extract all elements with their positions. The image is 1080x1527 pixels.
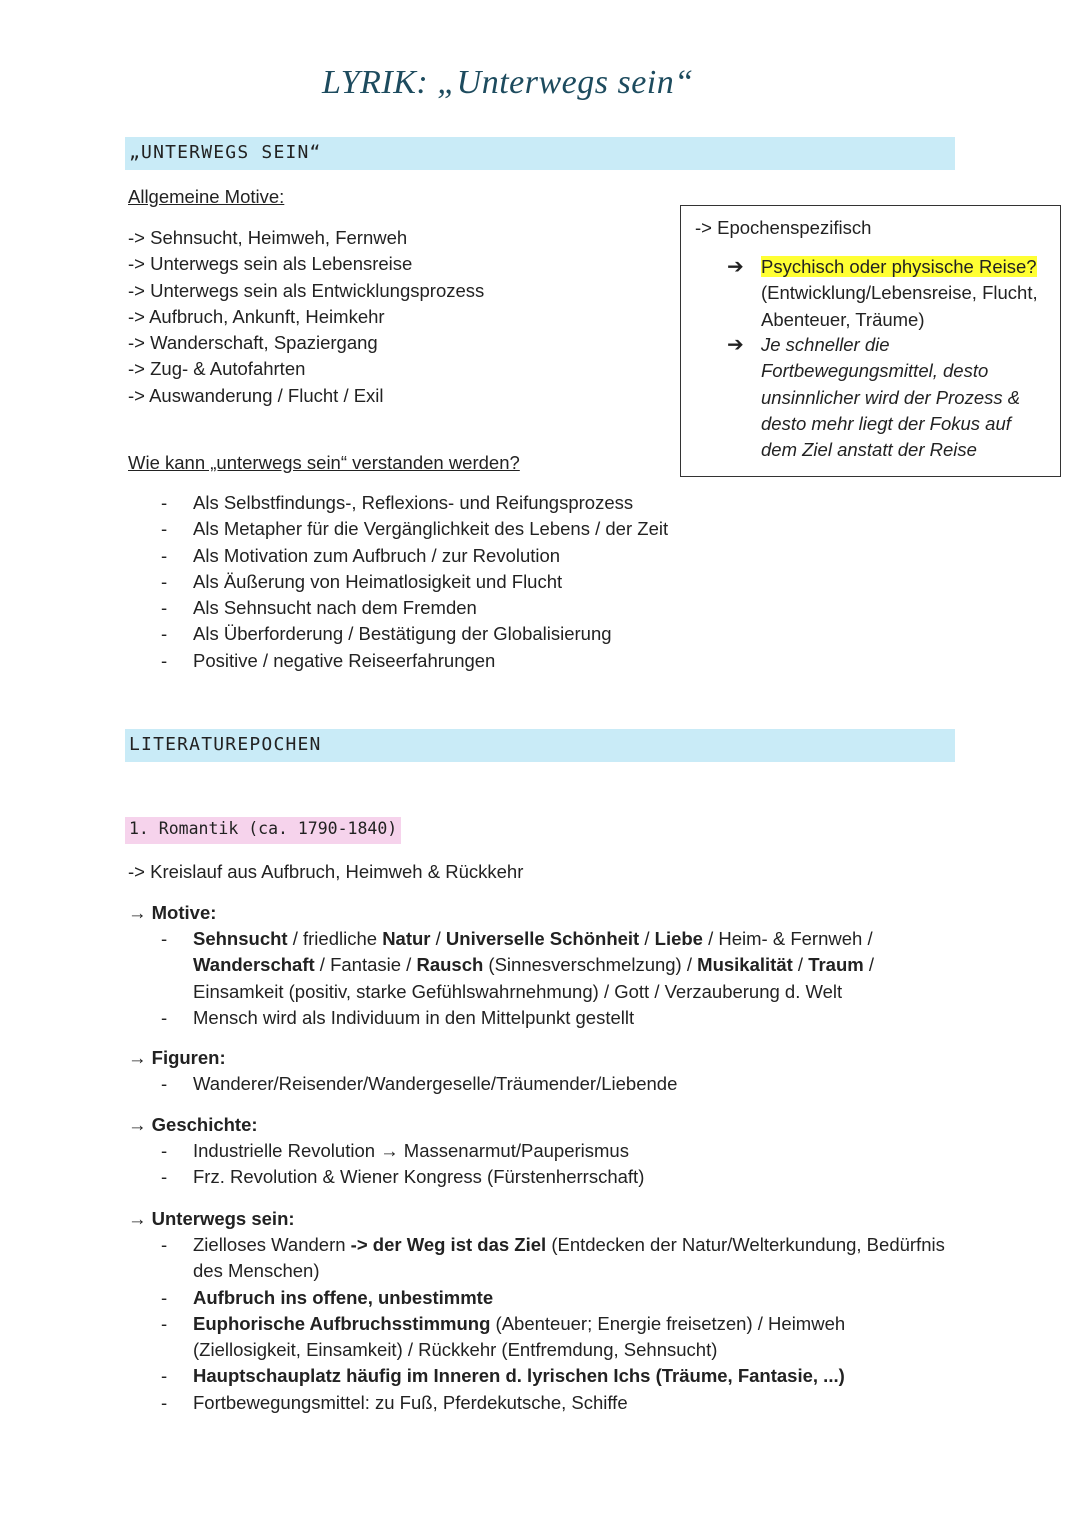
box-item: [727, 332, 1047, 463]
box-item-text: Je schneller die Fortbewegungsmittel, desto unsinnlicher wird der Prozess & desto mehr liegt der Fokus auf dem Ziel anstatt der Reise: [761, 334, 1021, 461]
figures-list: [128, 1071, 677, 1097]
list-item: - Als Sehnsucht nach dem Fremden: [128, 595, 668, 621]
list-item: - Hauptschauplatz häufig im Inneren d. lyrischen Ichs (Träume, Fantasie, ...): [128, 1363, 948, 1389]
box-heading: -> Epochenspezifisch: [695, 217, 872, 238]
question-label: Wie kann „unterwegs sein“ verstanden werden?: [128, 452, 520, 473]
travel-list: [128, 1232, 948, 1416]
list-item: - Als Selbstfindungs-, Reflexions- und Reifungsprozess: [128, 490, 668, 516]
motive-item: -> Zug- & Autofahrten: [128, 358, 306, 380]
history-heading: → Geschichte:: [128, 1114, 258, 1135]
list-item: - Industrielle Revolution → Massenarmut/Pauperismus: [128, 1138, 644, 1164]
list-item: - Sehnsucht / friedliche Natur / Universelle Schönheit / Liebe / Heim- & Fernweh / Wanderschaft / Fantasie / Rausch (Sinnesverschmelzung) / Musikalität / Traum / Einsamkeit (positiv, starke Gefühlswahrnehmung) / Gott / Verzauberung d. Welt: [128, 926, 874, 1005]
list-item: - Fortbewegungsmittel: zu Fuß, Pferdekutsche, Schiffe: [128, 1390, 948, 1416]
list-item: - Wanderer/Reisender/Wandergeselle/Träumender/Liebende: [128, 1071, 677, 1097]
interpretation-list: [128, 490, 668, 674]
section-heading-text: „UNTERWEGS SEIN“: [129, 142, 322, 163]
arrow-right-icon: ➔: [727, 334, 744, 356]
cycle-text: -> Kreislauf aus Aufbruch, Heimweh & Rückkehr: [128, 861, 524, 882]
list-item: - Euphorische Aufbruchsstimmung (Abenteuer; Energie freisetzen) / Heimweh (Ziellosigkeit, Einsamkeit) / Rückkehr (Entfremdung, Sehnsucht): [128, 1311, 888, 1364]
list-item: - Positive / negative Reiseerfahrungen: [128, 648, 668, 674]
box-item-detail: (Entwicklung/Lebensreise, Flucht, Abenteuer, Träume): [761, 282, 1038, 330]
motive-item: -> Aufbruch, Ankunft, Heimkehr: [128, 305, 385, 327]
highlighted-question: Psychisch oder physische Reise?: [761, 256, 1037, 277]
motive-heading: → Motive:: [128, 902, 217, 923]
list-item: - Als Motivation zum Aufbruch / zur Revolution: [128, 543, 668, 569]
epoch-specific-box: [680, 205, 1061, 477]
motive-item: -> Auswanderung / Flucht / Exil: [128, 384, 384, 406]
section-heading-text: LITERATUREPOCHEN: [129, 734, 322, 755]
list-item: - Als Äußerung von Heimatlosigkeit und Flucht: [128, 569, 668, 595]
list-item: - Frz. Revolution & Wiener Kongress (Fürstenherrschaft): [128, 1164, 644, 1190]
motive-details-list: [128, 926, 874, 1031]
figures-heading: → Figuren:: [128, 1047, 226, 1068]
section-heading-epochs: [125, 729, 955, 762]
motive-item: -> Wanderschaft, Spaziergang: [128, 332, 378, 354]
motive-item: -> Unterwegs sein als Entwicklungsprozess: [128, 279, 485, 301]
box-item: [727, 254, 1047, 333]
motive-item: -> Unterwegs sein als Lebensreise: [128, 253, 413, 275]
list-item: - Als Metapher für die Vergänglichkeit des Lebens / der Zeit: [128, 516, 668, 542]
epoch-label: 1. Romantik (ca. 1790-1840): [125, 817, 401, 844]
travel-heading: → Unterwegs sein:: [128, 1208, 295, 1229]
motives-list: [128, 225, 484, 409]
page-title: LYRIK: „Unterwegs sein“: [322, 64, 694, 101]
motive-item: -> Sehnsucht, Heimweh, Fernweh: [128, 227, 408, 248]
list-item: - Zielloses Wandern -> der Weg ist das Ziel (Entdecken der Natur/Welterkundung, Bedürfnis des Menschen): [128, 1232, 948, 1285]
arrow-right-icon: ➔: [727, 256, 744, 278]
list-item: - Mensch wird als Individuum in den Mittelpunkt gestellt: [128, 1005, 874, 1031]
list-item: - Aufbruch ins offene, unbestimmte: [128, 1285, 948, 1311]
list-item: - Als Überforderung / Bestätigung der Globalisierung: [128, 621, 668, 647]
history-list: [128, 1138, 644, 1191]
section-heading-unterwegs: [125, 137, 955, 170]
motives-label: Allgemeine Motive:: [128, 186, 285, 207]
